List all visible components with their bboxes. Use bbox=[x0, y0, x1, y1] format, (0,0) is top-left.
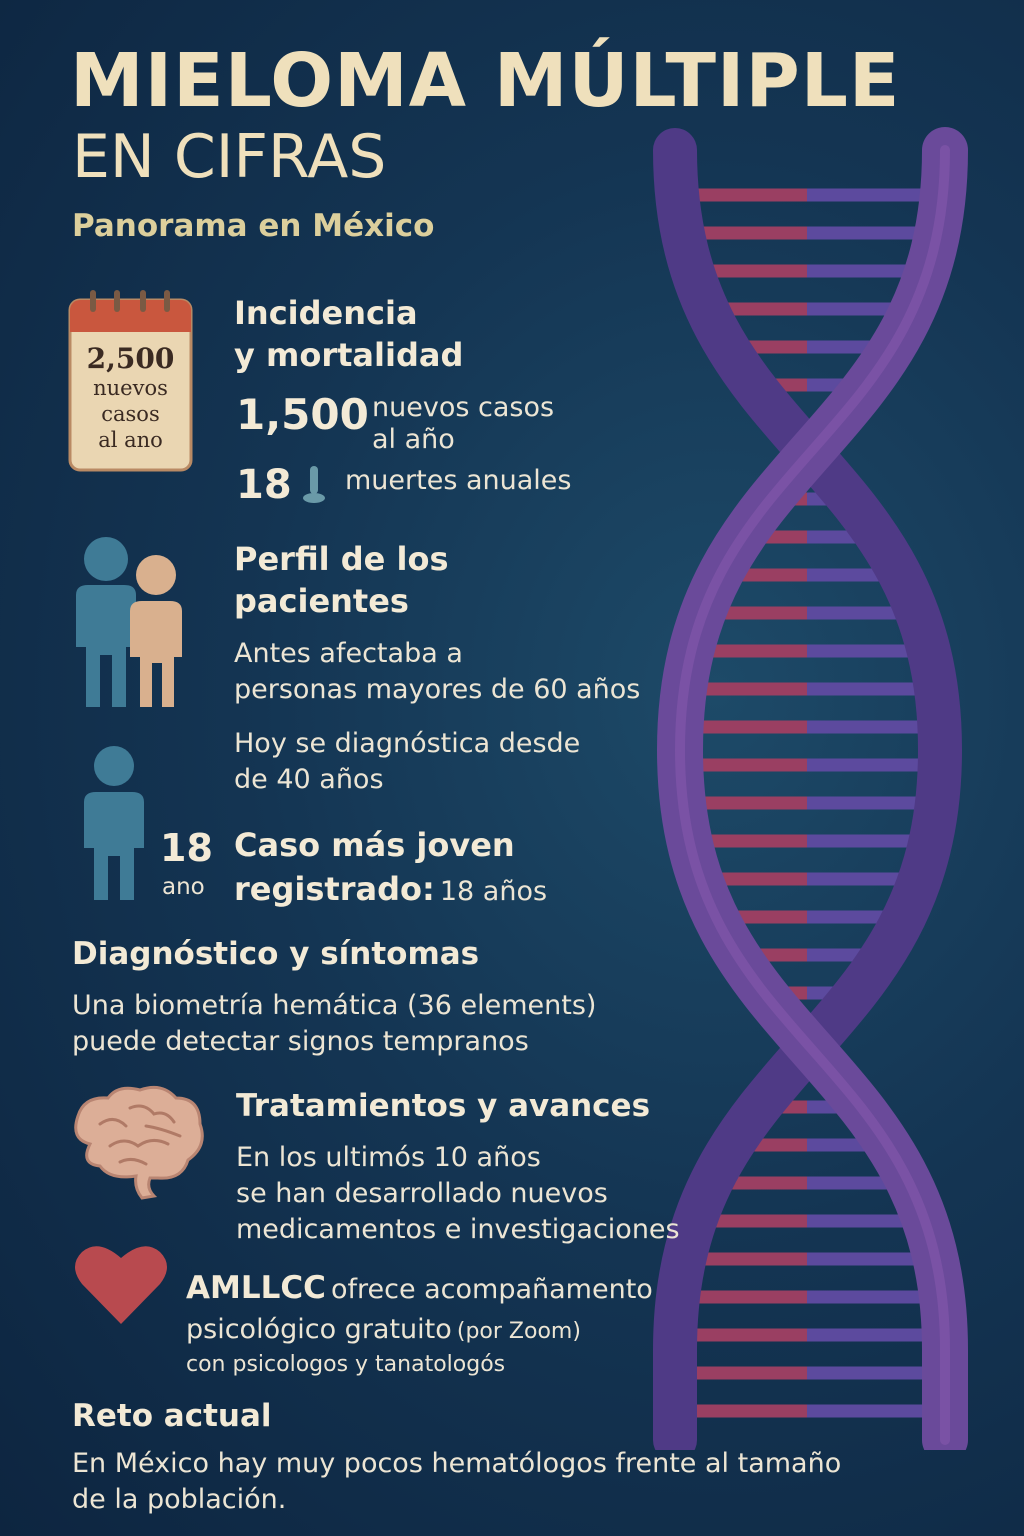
dna-helix-icon bbox=[600, 120, 1020, 1450]
challenge-heading: Reto actual bbox=[72, 1398, 272, 1434]
treatment-text: En los ultimós 10 años se han desarrollado nuevos medicamentos e investigaciones bbox=[236, 1142, 680, 1245]
tombstone-icon bbox=[302, 464, 326, 508]
page-title: MIELOMA MÚLTIPLE bbox=[70, 38, 901, 124]
person-icon bbox=[78, 744, 150, 908]
challenge-text: En México hay muy pocos hematólogos frente al tamaño de la población. bbox=[72, 1448, 842, 1515]
deaths-number: 18 bbox=[236, 462, 292, 508]
calendar-icon bbox=[68, 290, 193, 472]
profile-today: Hoy se diagnóstica desde de 40 años bbox=[234, 728, 581, 795]
support-line2: psicológico gratuito (por Zoom) bbox=[186, 1314, 581, 1345]
age-unit: ano bbox=[162, 874, 205, 900]
diagnosis-text: Una biometría hemática (36 elements) puede detectar signos tempranos bbox=[72, 990, 597, 1057]
treatment-heading: Tratamientos y avances bbox=[236, 1088, 651, 1124]
calendar-line1: nuevos bbox=[93, 376, 168, 400]
deaths-text: muertes anuales bbox=[345, 465, 572, 496]
heart-icon bbox=[74, 1240, 169, 1330]
support-line3: con psicologos y tanatologós bbox=[186, 1352, 506, 1377]
people-icon bbox=[66, 535, 196, 714]
calendar-number: 2,500 bbox=[86, 342, 175, 375]
cases-text: nuevos casos al año bbox=[372, 392, 555, 455]
youngest-heading: Caso más joven bbox=[234, 826, 515, 864]
brain-icon bbox=[70, 1084, 205, 1206]
calendar-line2: casos bbox=[101, 402, 160, 426]
diagnosis-heading: Diagnóstico y síntomas bbox=[72, 936, 480, 972]
page-title-secondary: EN CIFRAS bbox=[72, 122, 387, 192]
incidence-heading: Incidencia y mortalidad bbox=[234, 294, 464, 374]
calendar-line3: al ano bbox=[98, 428, 163, 452]
youngest-line2: registrado: 18 años bbox=[234, 870, 548, 908]
profile-heading: Perfil de los pacientes bbox=[234, 540, 449, 620]
cases-number: 1,500 bbox=[236, 390, 369, 439]
age-number: 18 bbox=[160, 826, 213, 870]
support-line1: AMLLCC ofrece acompañamento bbox=[186, 1270, 653, 1306]
profile-before: Antes afectaba a personas mayores de 60 años bbox=[234, 638, 641, 705]
page-subtitle: Panorama en México bbox=[72, 208, 435, 244]
